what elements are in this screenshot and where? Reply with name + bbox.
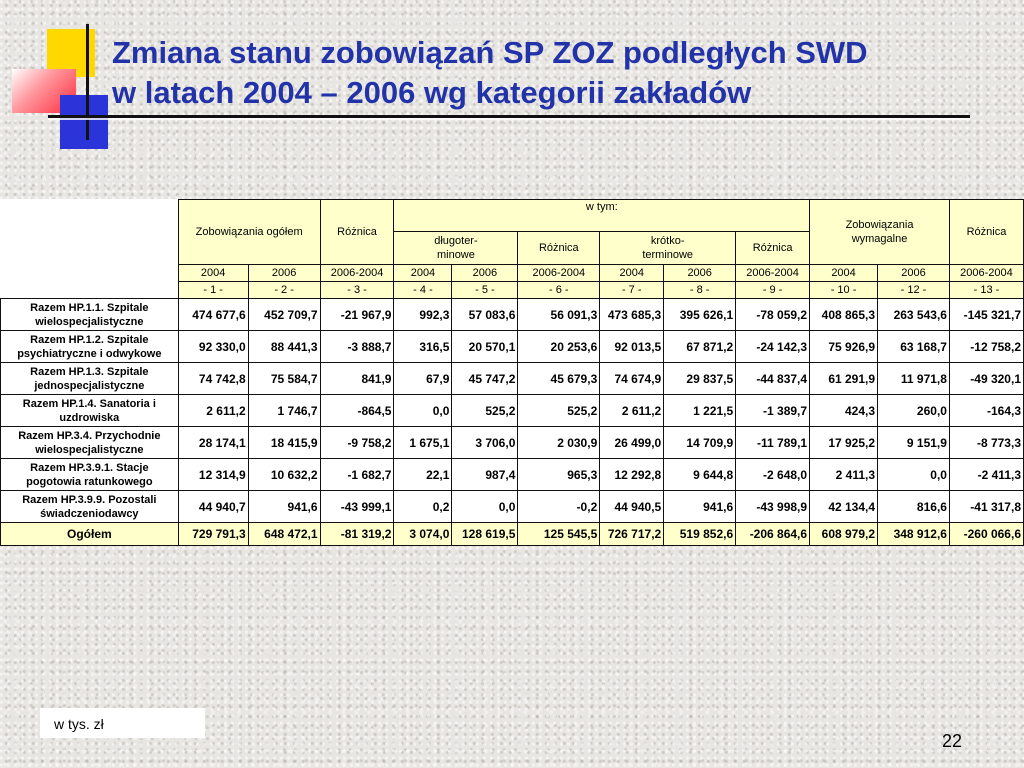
header-dlugoterminowe-line-1: długoter- <box>434 235 478 247</box>
table-cell: 941,6 <box>664 491 736 523</box>
total-cell: 348 912,6 <box>878 523 950 546</box>
row-label-line-2: wielospecjalistyczne <box>35 315 144 328</box>
table-cell: 28 174,1 <box>178 427 248 459</box>
header-column-number-5: - 5 - <box>452 282 518 299</box>
table-cell: -1 682,7 <box>320 459 394 491</box>
slide-title-line-1: Zmiana stanu zobowiązań SP ZOZ podległych SWD <box>112 35 868 70</box>
header-year-6: 2006-2004 <box>518 265 600 282</box>
table-cell: 0,0 <box>452 491 518 523</box>
table-cell: 473 685,3 <box>600 299 664 331</box>
table-cell: 17 925,2 <box>810 427 878 459</box>
total-cell: 726 717,2 <box>600 523 664 546</box>
unit-note: w tys. zł <box>40 708 205 738</box>
table-cell: -164,3 <box>949 395 1023 427</box>
table-row <box>1 331 1024 363</box>
header-year-2: 2006 <box>248 265 320 282</box>
total-cell: -260 066,6 <box>949 523 1023 546</box>
row-label-line-2: psychiatryczne i odwykowe <box>17 347 162 360</box>
table-cell: 316,5 <box>394 331 452 363</box>
decorative-vertical-line <box>86 24 89 140</box>
table-cell: 9 151,9 <box>878 427 950 459</box>
header-dlugoterminowe-line-2: minowe <box>436 249 475 261</box>
table-cell: -864,5 <box>320 395 394 427</box>
table-body <box>1 299 1024 546</box>
table-cell: 816,6 <box>878 491 950 523</box>
table-cell: -44 837,4 <box>736 363 810 395</box>
total-cell: 648 472,1 <box>248 523 320 546</box>
table-cell: 74 742,8 <box>178 363 248 395</box>
title-underline-highlight <box>48 118 970 120</box>
table-cell: 841,9 <box>320 363 394 395</box>
table-cell: 67 871,2 <box>664 331 736 363</box>
table-cell: -21 967,9 <box>320 299 394 331</box>
header-year-10: 2004 <box>810 265 878 282</box>
row-label-line-1: Razem HP.1.3. Szpitale <box>30 365 149 378</box>
table-cell: 42 134,4 <box>810 491 878 523</box>
total-cell: 128 619,5 <box>452 523 518 546</box>
table-cell: 45 679,3 <box>518 363 600 395</box>
table-cell: 992,3 <box>394 299 452 331</box>
row-label-line-1: Razem HP.3.4. Przychodnie <box>18 429 161 442</box>
row-label-line-1: Razem HP.3.9.1. Stacje <box>30 461 149 474</box>
row-label-line-1: Razem HP.1.1. Szpitale <box>30 301 149 314</box>
header-year-5: 2006 <box>452 265 518 282</box>
header-roznica-2: Różnica <box>518 232 600 265</box>
table-cell: 525,2 <box>518 395 600 427</box>
total-label: Ogółem <box>1 523 179 546</box>
table-cell: 1 675,1 <box>394 427 452 459</box>
table-cell: 45 747,2 <box>452 363 518 395</box>
row-label <box>1 299 179 331</box>
header-year-7: 2004 <box>600 265 664 282</box>
header-zobowiazania-wymagalne <box>810 200 950 265</box>
decorative-blue-square <box>60 95 108 149</box>
table-cell: 75 584,7 <box>248 363 320 395</box>
header-zob-wymagalne-line-2: wymagalne <box>851 233 908 245</box>
header-column-number-10: - 10 - <box>810 282 878 299</box>
header-krotkoterminowe-line-2: terminowe <box>642 249 694 261</box>
table-cell: -1 389,7 <box>736 395 810 427</box>
table-cell: 1 221,5 <box>664 395 736 427</box>
table-cell: 2 411,3 <box>810 459 878 491</box>
page-number: 22 <box>941 731 962 751</box>
table-cell: 44 940,7 <box>178 491 248 523</box>
table-cell: -8 773,3 <box>949 427 1023 459</box>
row-label-line-2: świadczeniodawcy <box>40 507 139 520</box>
table-cell: 26 499,0 <box>600 427 664 459</box>
header-w-tym: w tym: <box>394 200 810 232</box>
table-cell: 941,6 <box>248 491 320 523</box>
header-column-number-6: - 6 - <box>518 282 600 299</box>
total-row <box>1 523 1024 546</box>
row-label <box>1 427 179 459</box>
table-cell: -2 411,3 <box>949 459 1023 491</box>
table-cell: 57 083,6 <box>452 299 518 331</box>
table-cell: -49 320,1 <box>949 363 1023 395</box>
row-label-line-2: wielospecjalistyczne <box>35 443 144 456</box>
liabilities-table <box>0 199 1024 546</box>
table-cell: 12 292,8 <box>600 459 664 491</box>
header-year-9: 2006-2004 <box>736 265 810 282</box>
table-cell: 92 013,5 <box>600 331 664 363</box>
table-cell: 75 926,9 <box>810 331 878 363</box>
total-cell: 125 545,5 <box>518 523 600 546</box>
table-cell: 63 168,7 <box>878 331 950 363</box>
table-cell: 452 709,7 <box>248 299 320 331</box>
row-label <box>1 331 179 363</box>
row-label-line-2: pogotowia ratunkowego <box>26 475 153 488</box>
header-year-1: 2004 <box>178 265 248 282</box>
table-cell: -12 758,2 <box>949 331 1023 363</box>
table-cell: 67,9 <box>394 363 452 395</box>
row-label-line-2: jednospecjalistyczne <box>34 379 145 392</box>
table-cell: 20 570,1 <box>452 331 518 363</box>
table-row <box>1 427 1024 459</box>
slide-title <box>112 33 992 113</box>
table-cell: 3 706,0 <box>452 427 518 459</box>
table-cell: 74 674,9 <box>600 363 664 395</box>
table-cell: 0,0 <box>394 395 452 427</box>
table-cell: 18 415,9 <box>248 427 320 459</box>
total-cell: 3 074,0 <box>394 523 452 546</box>
table-cell: 56 091,3 <box>518 299 600 331</box>
table-cell: 92 330,0 <box>178 331 248 363</box>
table-cell: 44 940,5 <box>600 491 664 523</box>
row-label <box>1 459 179 491</box>
table-cell: 525,2 <box>452 395 518 427</box>
header-column-number-7: - 7 - <box>600 282 664 299</box>
row-label <box>1 395 179 427</box>
header-column-number-1: - 1 - <box>178 282 248 299</box>
table-row <box>1 363 1024 395</box>
row-label <box>1 363 179 395</box>
table-cell: 2 611,2 <box>600 395 664 427</box>
table-cell: 12 314,9 <box>178 459 248 491</box>
table-cell: 408 865,3 <box>810 299 878 331</box>
total-cell: -206 864,6 <box>736 523 810 546</box>
header-column-number-3: - 3 - <box>320 282 394 299</box>
table-cell: 0,2 <box>394 491 452 523</box>
table-cell: 11 971,8 <box>878 363 950 395</box>
row-label <box>1 491 179 523</box>
total-cell: 608 979,2 <box>810 523 878 546</box>
header-blank-corner <box>1 200 179 299</box>
slide-title-line-2: w latach 2004 – 2006 wg kategorii zakładów <box>112 75 752 110</box>
table-cell: -3 888,7 <box>320 331 394 363</box>
header-year-11: 2006 <box>878 265 950 282</box>
table-cell: -2 648,0 <box>736 459 810 491</box>
header-roznica-3: Różnica <box>736 232 810 265</box>
table-cell: -43 999,1 <box>320 491 394 523</box>
table-row <box>1 459 1024 491</box>
table-cell: 424,3 <box>810 395 878 427</box>
table-cell: -9 758,2 <box>320 427 394 459</box>
table-cell: -0,2 <box>518 491 600 523</box>
header-year-4: 2004 <box>394 265 452 282</box>
total-cell: 519 852,6 <box>664 523 736 546</box>
header-dlugoterminowe <box>394 232 518 265</box>
table-cell: -11 789,1 <box>736 427 810 459</box>
table-row <box>1 395 1024 427</box>
table-cell: -24 142,3 <box>736 331 810 363</box>
table-cell: -41 317,8 <box>949 491 1023 523</box>
header-krotkoterminowe-line-1: krótko- <box>650 235 685 247</box>
header-column-number-2: - 2 - <box>248 282 320 299</box>
header-column-number-11: - 12 - <box>878 282 950 299</box>
table-cell: -145 321,7 <box>949 299 1023 331</box>
header-krotkoterminowe <box>600 232 736 265</box>
table-row <box>1 299 1024 331</box>
header-year-3: 2006-2004 <box>320 265 394 282</box>
table-cell: 474 677,6 <box>178 299 248 331</box>
table-cell: -43 998,9 <box>736 491 810 523</box>
header-column-number-12: - 13 - <box>949 282 1023 299</box>
table-cell: 1 746,7 <box>248 395 320 427</box>
table-cell: 987,4 <box>452 459 518 491</box>
header-year-8: 2006 <box>664 265 736 282</box>
row-label-line-2: uzdrowiska <box>59 411 120 424</box>
table-cell: 260,0 <box>878 395 950 427</box>
header-column-number-4: - 4 - <box>394 282 452 299</box>
header-zob-wymagalne-line-1: Zobowiązania <box>845 219 914 231</box>
total-cell: 729 791,3 <box>178 523 248 546</box>
row-label-line-1: Razem HP.1.4. Sanatoria i <box>22 397 156 410</box>
row-label-line-1: Razem HP.3.9.9. Pozostali <box>22 493 157 506</box>
table-cell: 263 543,6 <box>878 299 950 331</box>
table-cell: 20 253,6 <box>518 331 600 363</box>
table-row <box>1 491 1024 523</box>
table-cell: 0,0 <box>878 459 950 491</box>
table-cell: 29 837,5 <box>664 363 736 395</box>
table-header <box>1 200 1024 299</box>
total-cell: -81 319,2 <box>320 523 394 546</box>
table-cell: 22,1 <box>394 459 452 491</box>
row-label-line-1: Razem HP.1.2. Szpitale <box>30 333 149 346</box>
table-cell: 9 644,8 <box>664 459 736 491</box>
table-cell: 88 441,3 <box>248 331 320 363</box>
table-cell: 10 632,2 <box>248 459 320 491</box>
table-cell: 61 291,9 <box>810 363 878 395</box>
table-cell: -78 059,2 <box>736 299 810 331</box>
header-roznica-1: Różnica <box>320 200 394 265</box>
table-cell: 2 030,9 <box>518 427 600 459</box>
header-column-number-8: - 8 - <box>664 282 736 299</box>
table-cell: 395 626,1 <box>664 299 736 331</box>
table-cell: 2 611,2 <box>178 395 248 427</box>
header-zobowiazania-ogolem: Zobowiązania ogółem <box>178 200 320 265</box>
table-cell: 14 709,9 <box>664 427 736 459</box>
header-roznica-4: Różnica <box>949 200 1023 265</box>
table-cell: 965,3 <box>518 459 600 491</box>
header-column-number-9: - 9 - <box>736 282 810 299</box>
header-year-12: 2006-2004 <box>949 265 1023 282</box>
